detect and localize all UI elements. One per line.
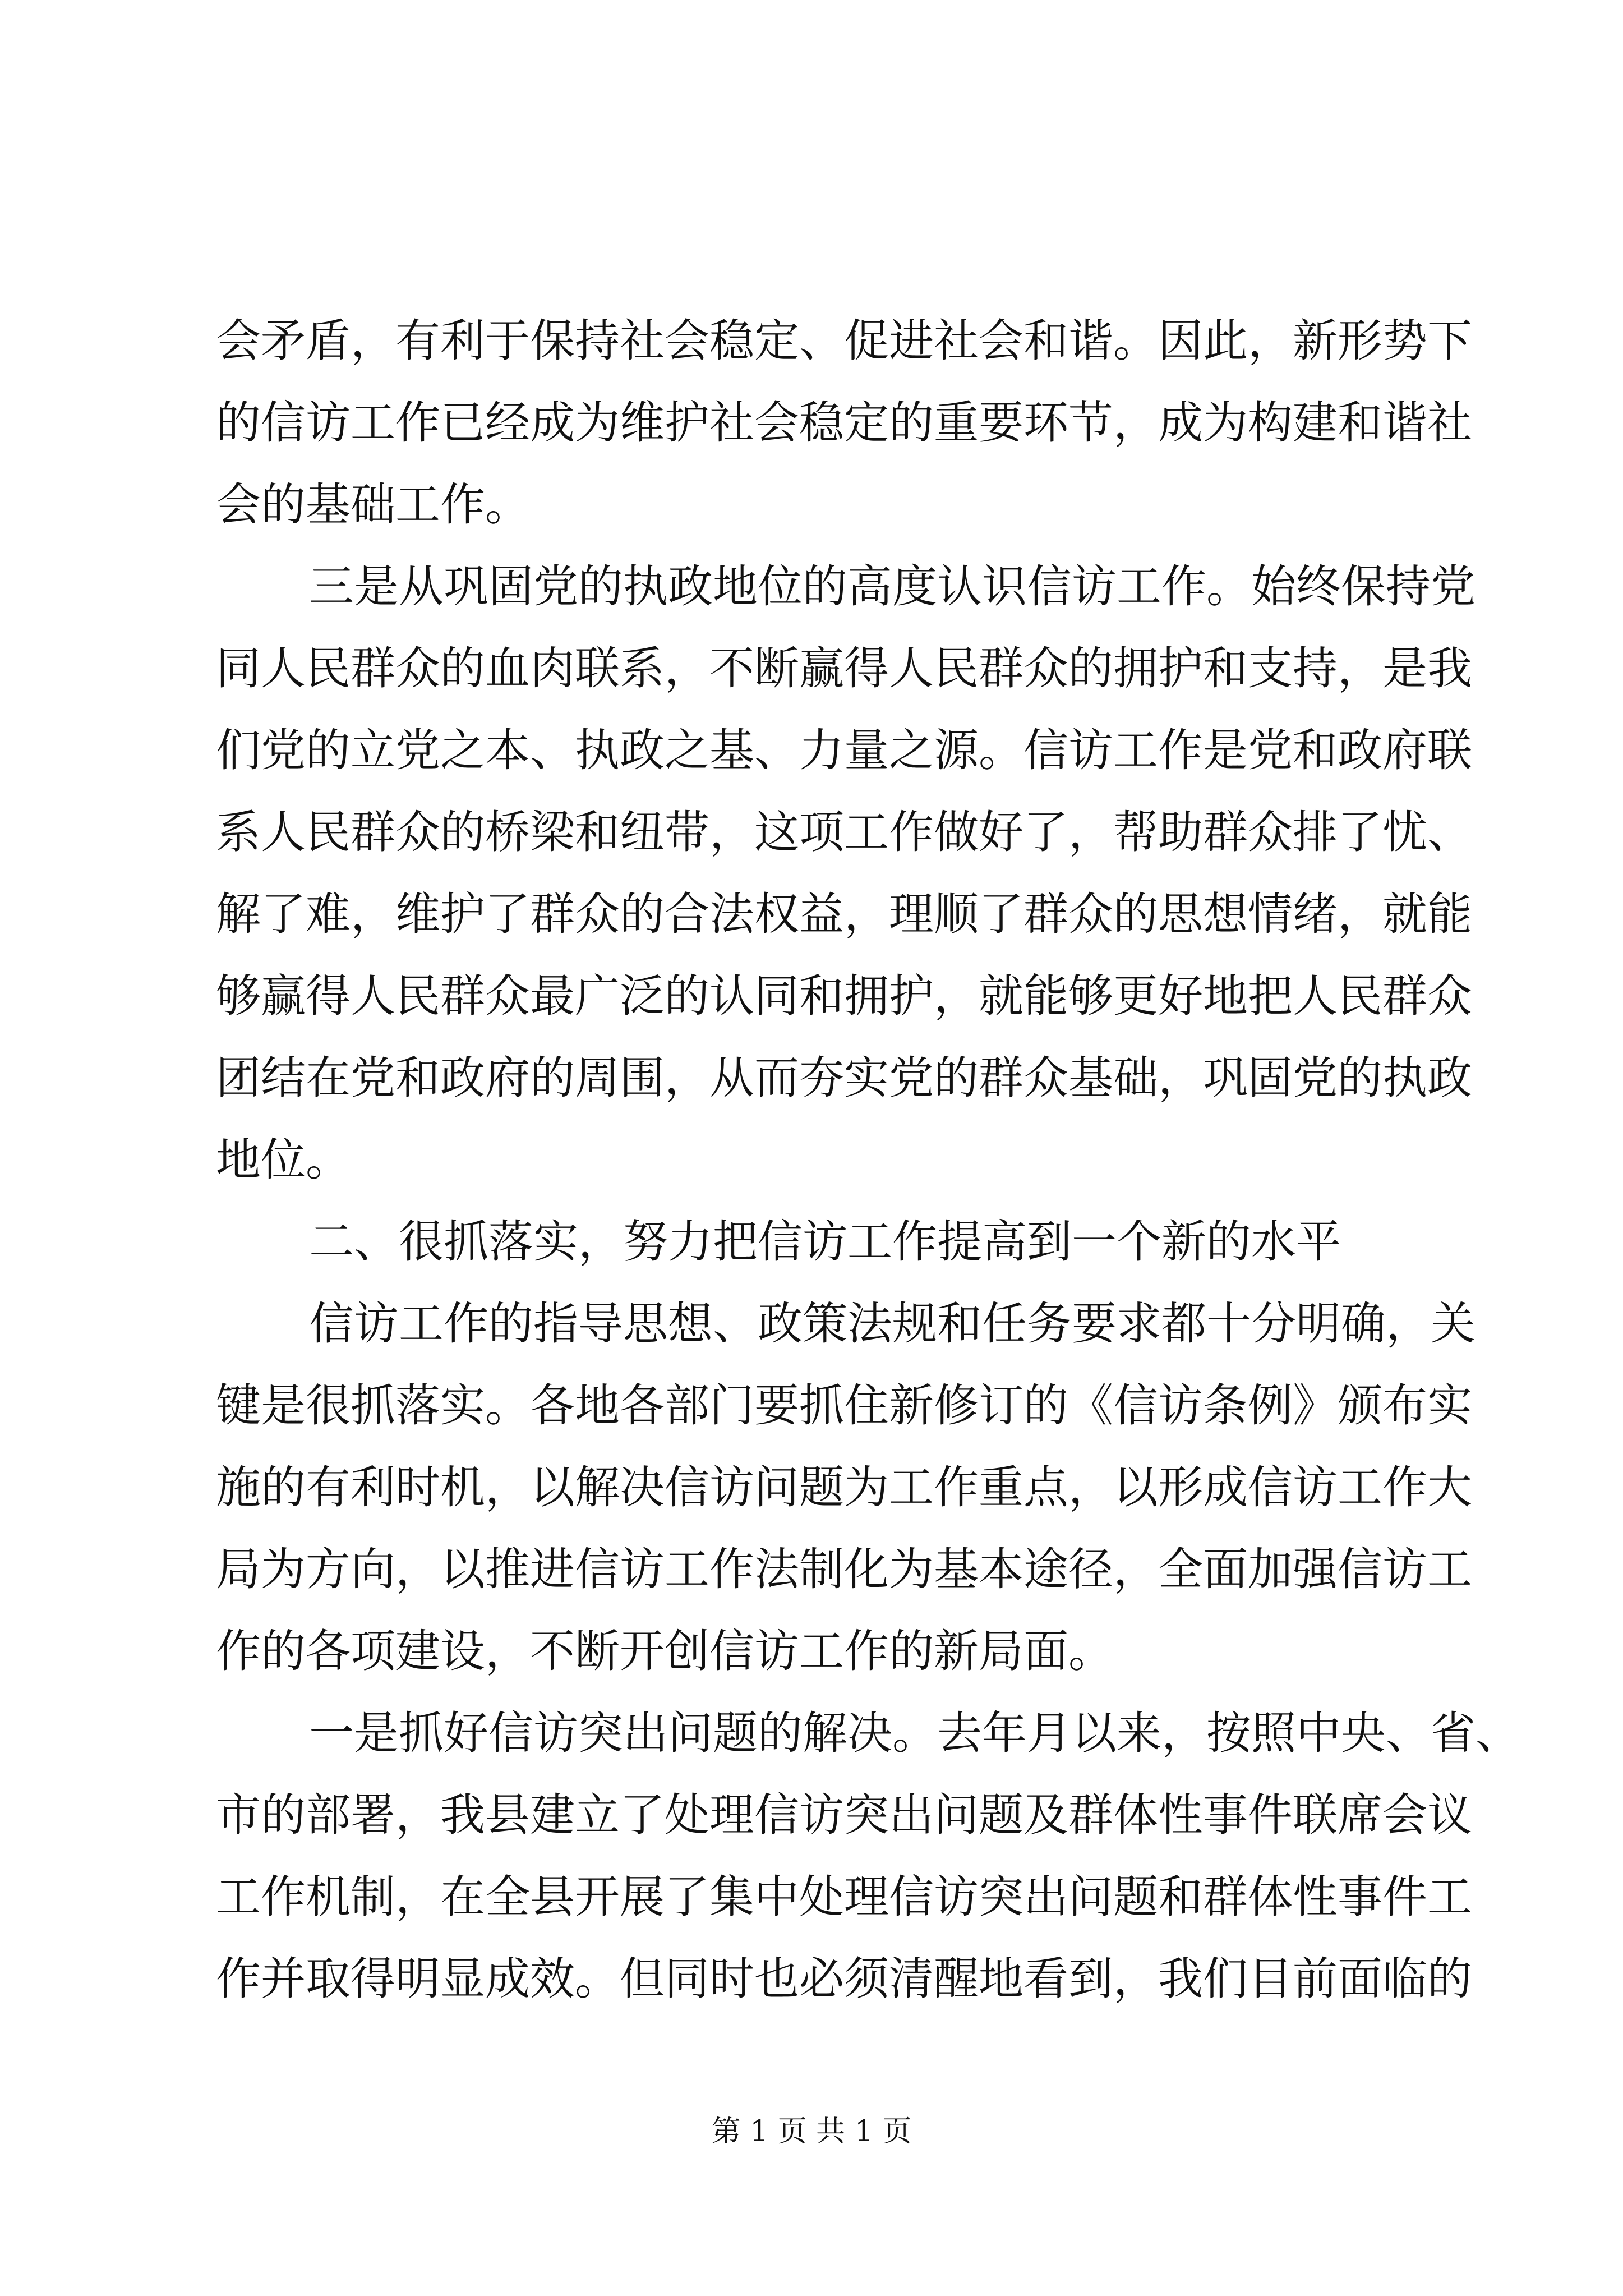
section-heading [216, 1201, 1416, 1283]
text-line: 的信访工作已经成为维护社会稳定的重要环节，成为构建和谐社 [216, 397, 1472, 449]
text-line: 够赢得人民群众最广泛的认同和拥护，就能够更好地把人民群众 [216, 970, 1472, 1022]
text-line: 会的基础工作。 [216, 478, 530, 531]
text-line: 团结在党和政府的周围，从而夯实党的群众基础，巩固党的执政 [216, 1052, 1472, 1104]
text-line: 二、很抓落实，努力把信访工作提高到一个新的水平 [309, 1216, 1341, 1268]
paragraph [216, 1283, 1476, 1692]
text-line: 键是很抓落实。各地各部门要抓住新修订的《信访条例》颁布实 [216, 1379, 1472, 1432]
text-line: 施的有利时机，以解决信访问题为工作重点，以形成信访工作大 [216, 1461, 1472, 1513]
page-number-footer: 第 1 页 共 1 页 [711, 2115, 912, 2148]
text-line: 同人民群众的血肉联系，不断赢得人民群众的拥护和支持，是我 [216, 642, 1472, 694]
text-line: 三是从巩固党的执政地位的高度认识信访工作。始终保持党 [309, 560, 1476, 613]
text-line: 解了难，维护了群众的合法权益，理顺了群众的思想情绪，就能 [216, 888, 1472, 940]
paragraph [216, 1692, 1520, 2020]
text-line: 作并取得明显成效。但同时也必须清醒地看到，我们目前面临的 [216, 1953, 1472, 2005]
paragraph [216, 300, 1472, 546]
text-line: 工作机制，在全县开展了集中处理信访突出问题和群体性事件工 [216, 1871, 1472, 1923]
paragraph [216, 546, 1476, 1201]
text-line: 会矛盾，有利于保持社会稳定、促进社会和谐。因此，新形势下 [216, 315, 1472, 367]
text-line: 一是抓好信访突出问题的解决。去年月以来，按照中央、省、 [309, 1707, 1520, 1759]
text-line: 局为方向，以推进信访工作法制化为基本途径，全面加强信访工 [216, 1543, 1472, 1595]
text-line: 地位。 [216, 1134, 351, 1186]
document-body [216, 300, 1520, 2020]
text-line: 们党的立党之本、执政之基、力量之源。信访工作是党和政府联 [216, 724, 1472, 776]
text-line: 系人民群众的桥梁和纽带，这项工作做好了，帮助群众排了忧、 [216, 806, 1472, 858]
text-line: 市的部署，我县建立了处理信访突出问题及群体性事件联席会议 [216, 1789, 1472, 1841]
text-line: 作的各项建设，不断开创信访工作的新局面。 [216, 1625, 1113, 1677]
text-line: 信访工作的指导思想、政策法规和任务要求都十分明确，关 [309, 1297, 1476, 1350]
